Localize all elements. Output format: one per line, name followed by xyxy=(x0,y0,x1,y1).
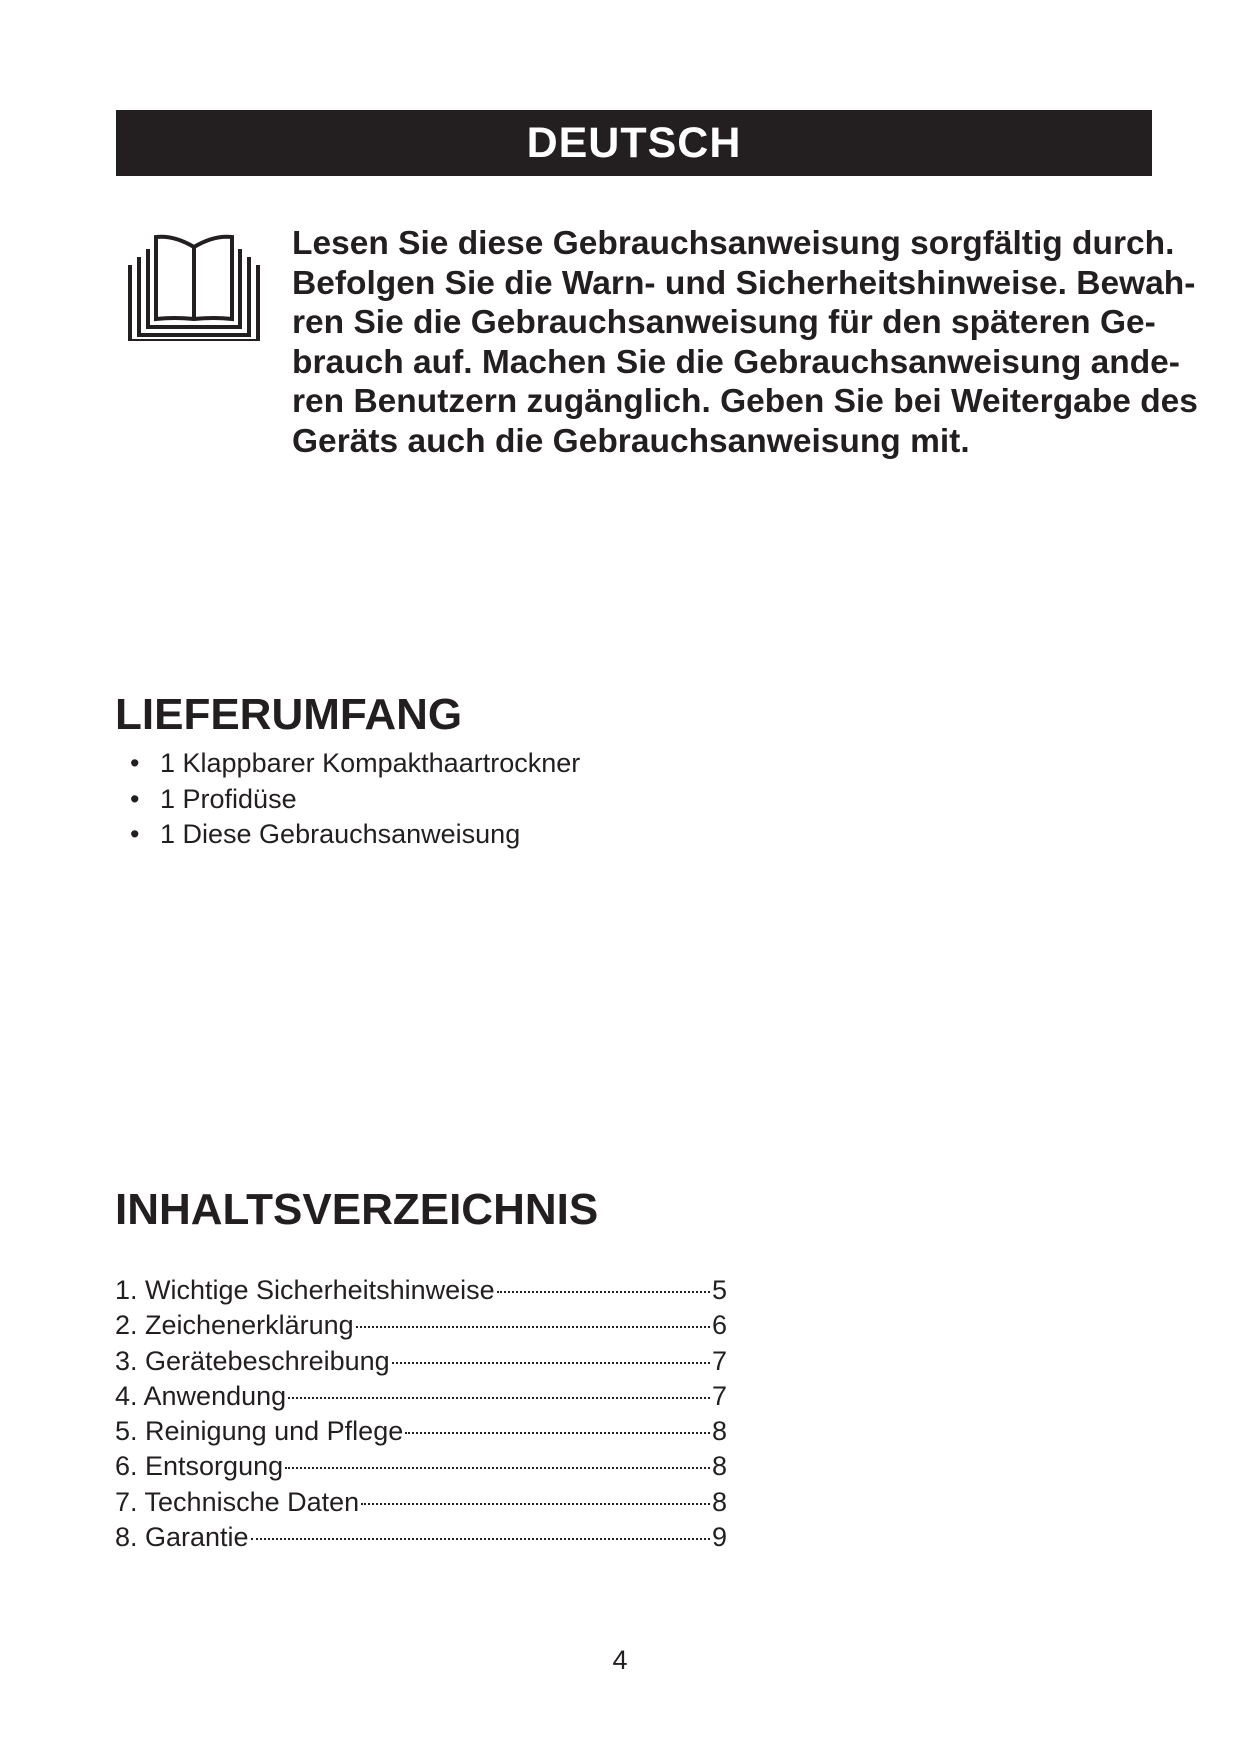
list-item xyxy=(130,817,580,853)
intro-line: ren Sie die Gebrauchsanweisung für den späteren Ge- xyxy=(292,304,1156,341)
toc-entry-page: 6 xyxy=(711,1310,727,1341)
toc-entry-page: 8 xyxy=(711,1486,727,1517)
toc-entry-label: 8. Garantie xyxy=(115,1522,249,1553)
scope-heading: LIEFERUMFANG xyxy=(115,690,463,739)
scope-item-label: 1 Profidüse xyxy=(160,783,297,814)
bullet-icon: • xyxy=(130,783,140,814)
scope-item-label: 1 Klappbarer Kompakthaartrockner xyxy=(160,748,581,778)
bullet-icon: • xyxy=(130,819,140,849)
intro-line: Lesen Sie diese Gebrauchsanweisung sorgfältig durch. xyxy=(292,225,1175,262)
toc-entry-page: 5 xyxy=(711,1275,727,1305)
toc-leader xyxy=(356,1326,710,1328)
toc-entry xyxy=(115,1520,727,1555)
toc-entry-page: 9 xyxy=(711,1522,727,1553)
toc-entry-label: 6. Entsorgung xyxy=(115,1451,284,1482)
toc-leader xyxy=(497,1291,710,1293)
toc-entry-label: 2. Zeichenerklärung xyxy=(115,1310,354,1341)
toc-leader xyxy=(251,1538,710,1540)
toc-leader xyxy=(285,1467,710,1469)
toc-entry-label: 1. Wichtige Sicherheitshinweise xyxy=(115,1275,495,1305)
intro-line: ren Benutzern zugänglich. Geben Sie bei Weitergabe des xyxy=(292,383,1198,420)
list-item xyxy=(130,746,580,782)
intro-paragraph xyxy=(292,224,1198,461)
toc-entry xyxy=(115,1344,727,1379)
table-of-contents xyxy=(115,1273,727,1555)
toc-heading: INHALTSVERZEICHNIS xyxy=(115,1185,599,1234)
toc-entry-label: 7. Technische Daten xyxy=(115,1486,360,1517)
toc-entry-page: 7 xyxy=(711,1380,727,1411)
toc-entry-page: 7 xyxy=(711,1345,727,1376)
toc-entry xyxy=(115,1485,727,1520)
intro-line: brauch auf. Machen Sie die Gebrauchsanweisung ande- xyxy=(292,343,1180,381)
language-banner xyxy=(116,110,1152,176)
open-book-icon xyxy=(124,223,264,341)
list-item xyxy=(130,782,580,818)
scope-list xyxy=(130,746,580,853)
toc-entry xyxy=(115,1308,727,1343)
toc-entry xyxy=(115,1379,727,1414)
intro-line: Befolgen Sie die Warn- und Sicherheitshinweise. Bewah- xyxy=(292,264,1196,302)
toc-leader xyxy=(288,1397,710,1399)
bullet-icon: • xyxy=(130,748,140,778)
toc-leader xyxy=(361,1503,710,1505)
toc-entry-page: 8 xyxy=(711,1451,727,1482)
toc-entry-label: 5. Reinigung und Pflege xyxy=(115,1416,404,1447)
language-title: DEUTSCH xyxy=(526,118,742,167)
page-number: 4 xyxy=(612,1645,628,1675)
toc-entry xyxy=(115,1273,727,1308)
toc-leader xyxy=(392,1362,710,1364)
toc-entry xyxy=(115,1414,727,1449)
toc-entry-label: 4. Anwendung xyxy=(115,1380,287,1411)
toc-entry xyxy=(115,1449,727,1484)
toc-leader xyxy=(405,1432,710,1434)
toc-entry-page: 8 xyxy=(711,1416,727,1447)
intro-line: Geräts auch die Gebrauchsanweisung mit. xyxy=(292,422,970,460)
scope-item-label: 1 Diese Gebrauchsanweisung xyxy=(160,819,521,849)
toc-entry-label: 3. Gerätebeschreibung xyxy=(115,1345,390,1376)
